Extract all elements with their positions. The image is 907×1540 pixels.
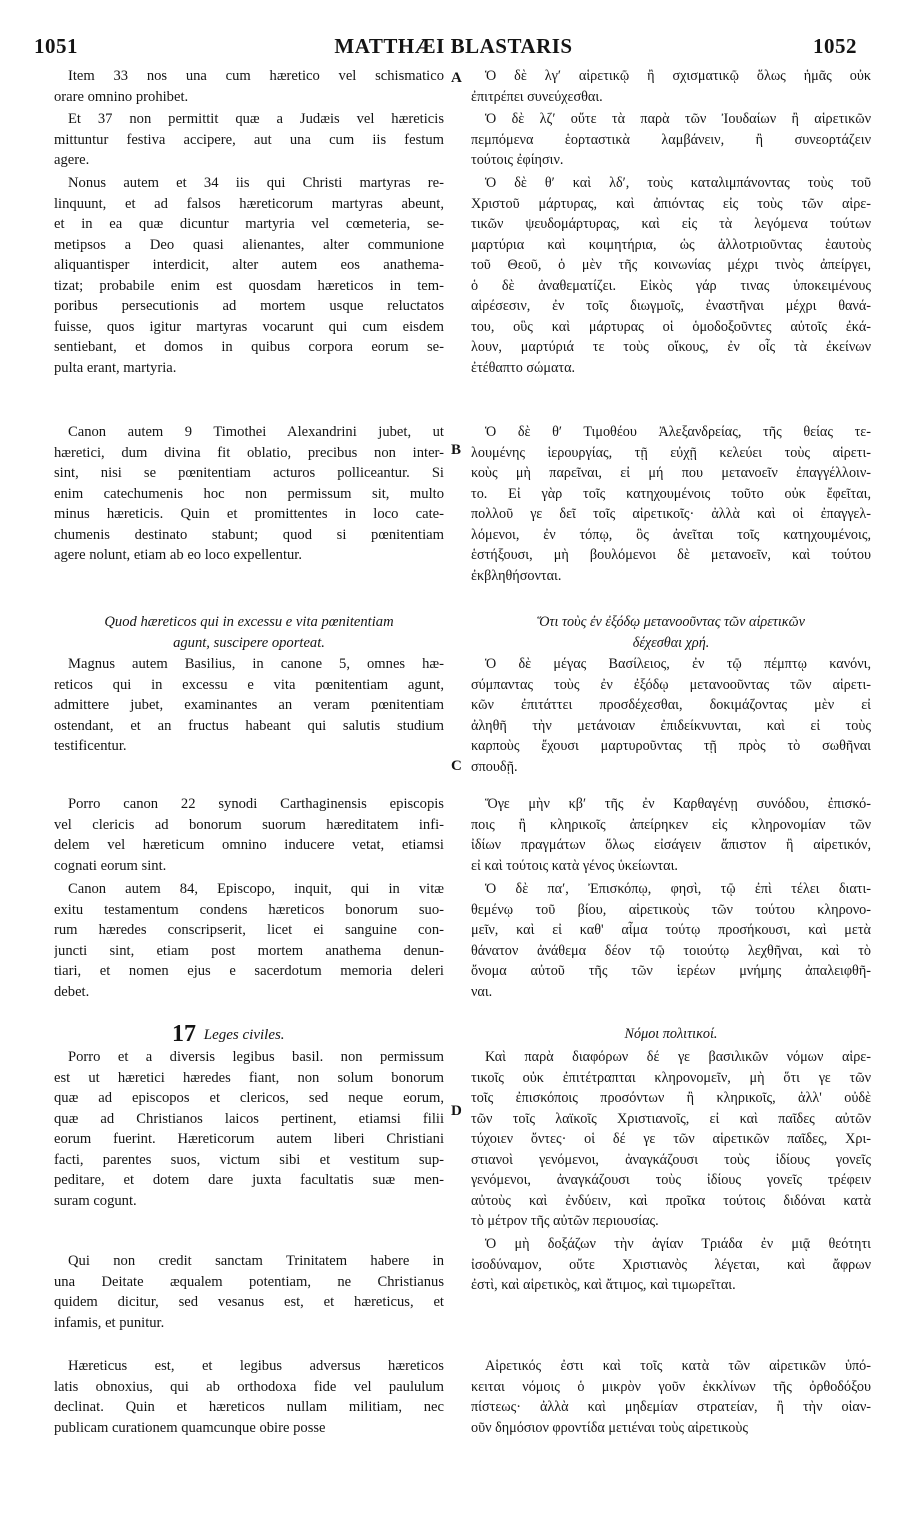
text-line: agere nolunt, etiam ab eo loco expellentur. <box>54 547 303 563</box>
paragraph <box>54 422 444 566</box>
paragraph <box>471 173 871 378</box>
text-line: peditare, et dotem dare juxta facultatis suæ men- <box>54 1172 444 1188</box>
text-line: vel clericis ad bonorum suorum hæreditatem infi- <box>54 816 444 833</box>
text-line: testificentur. <box>54 738 127 754</box>
text-line: delem vel hæreticum omnino inducere vetat, etiamsi <box>54 837 444 853</box>
text-line: cognati eorum sint. <box>54 857 167 874</box>
paragraph <box>471 109 871 171</box>
text-line: του, οὓς καὶ μάρτυρας οἱ ὁμοδοξοῦντες αὐτοῖς ἐκά- <box>471 318 871 335</box>
text-line: publicam curationem quamcunque obire posse <box>54 1419 326 1436</box>
paragraph <box>54 879 444 1002</box>
text-line: Χριστοῦ μάρτυρας, καὶ ἀπιόντας εἰς τοὺς τῶν αἱρε- <box>471 195 871 212</box>
text-line: exitu testamentum condens hæreticos bonorum suo- <box>54 901 444 918</box>
text-line: μεῖν, καὶ εἰ καθ' αἷμα τούτῳ προσήκουσι, καὶ μετὰ <box>471 922 871 938</box>
text-line: admittere jubet, examinantes an veram pœnitentiam <box>54 697 444 713</box>
text-line: ἐτέθαπτο σώματα. <box>471 359 576 376</box>
text-line: σύμπαντας τοὺς ἐν ἐξόδῳ μετανοοῦντας τῶν αἱρετι- <box>471 676 871 693</box>
text-line: agunt, suscipere oporteat. <box>173 634 325 651</box>
text-line: τῶν τοῖς λαϊκοῖς Χριστιανοῖς, εἰ καὶ παῖδες αὐτῶν <box>471 1110 871 1127</box>
text-line: est ut hæretici hæredes fiant, non solum bonorum <box>54 1069 444 1086</box>
text-line: ἰδίων πραγμάτων ὅλως εἰσάγειν ἄπιστον ἢ αἱρετικόν, <box>471 837 871 853</box>
text-line: πίστεως· ἀλλὰ καὶ μηδεμίαν στρατείαν, ἢ τὴν οἱαν- <box>471 1399 871 1415</box>
section-number: 17 <box>172 1022 196 1046</box>
text-line: τὸ μέτρον τῆς αὐτῶν περιουσίας. <box>471 1213 659 1229</box>
text-line: κοὺς μὴ παρεῖναι, εἰ μή που μετανοεῖν ἐπαγγέλλοιν- <box>471 465 871 481</box>
text-line: Magnus autem Basilius, in canone 5, omnes hæ- <box>68 656 444 672</box>
text-line: Qui non credit sanctam Trinitatem habere in <box>68 1253 444 1269</box>
text-line: enim catechumenis hoc non permissum sit, multo <box>54 485 444 502</box>
text-line: κειται νόμοις ὁ μικρὸν γοῦν ἐκκλίνων τῆς ὀρθοδόξου <box>471 1378 871 1395</box>
text-line: οῦν δημόσιον φροντίδα μετιέναι τοὺς αἱρετικοὺς <box>471 1419 748 1436</box>
section-heading <box>471 612 871 653</box>
paragraph <box>471 1047 871 1232</box>
text-line: ὄνομα αὐτοῦ τῆς τῶν ἱερέων μνήμης ἀπαλειφθῆ- <box>471 963 871 979</box>
text-line: Canon autem 84, Episcopo, inquit, qui in vitæ <box>68 881 444 897</box>
text-line: infamis, et punitur. <box>54 1314 165 1331</box>
text-line: πεμπόμενα ἑορταστικὰ λαμβάνειν, ἢ συνεορτάζειν <box>471 131 871 148</box>
text-line: Hæreticus est, et legibus adversus hæreticos <box>68 1358 444 1374</box>
paragraph <box>54 1047 444 1211</box>
text-line: τούτοις ἐφίησιν. <box>471 152 564 168</box>
text-line: Ὁ δὲ θʹ καὶ λδʹ, τοὺς καταλιμπάνοντας τοὺς τοῦ <box>485 175 871 191</box>
section-title-greek: Νόμοι πολιτικοί. <box>624 1026 718 1042</box>
margin-letter-d: D <box>451 1103 462 1119</box>
text-line: Canon autem 9 Timothei Alexandrini jubet, ut <box>68 424 444 440</box>
text-line: ποις ἢ κληρικοῖς ἀπείρηκεν εἰς κληρονομίαν τῶν <box>471 816 871 833</box>
text-line: sentiebant, et domos in quibus corpora eorum se- <box>54 339 444 355</box>
text-line: λόμενοι, ἐν τόπῳ, ὃς ἀνεῖται τοῖς κατηχουμένοις, <box>471 526 871 543</box>
text-line: sint, nisi se pœnitentiam acturos polliceantur. Si <box>54 465 444 481</box>
text-line: ἰσοδύναμον, οὔτε Χριστιανὸς λέγεται, καὶ ἄφρων <box>471 1256 871 1273</box>
text-line: eorum fuerint. Hæreticorum autem liberi Christiani <box>54 1131 444 1147</box>
text-line: declinat. Quin et hæreticos nullam militiam, nec <box>54 1399 444 1415</box>
text-line: Ὁ δὲ λζʹ οὔτε τὰ παρὰ τῶν Ἰουδαίων ἢ αἱρετικῶν <box>485 111 871 127</box>
text-line: τικῶν ψευδομάρτυρας, καὶ εἰς τὰ λεγόμενα τούτων <box>471 216 871 232</box>
text-line: σπουδῇ. <box>471 758 518 775</box>
text-line: Ὁ δὲ θʹ Τιμοθέου Ἀλεξανδρείας, τῆς θείας τε- <box>485 424 871 440</box>
paragraph <box>54 794 444 876</box>
text-line: ἐπιτρέπει συνεύχεσθαι. <box>471 88 603 105</box>
text-line: ὁ δὲ ἀναθεματίζει. Εἰκὸς γάρ τινας ὑποκειμένους <box>471 277 871 294</box>
text-line: δέχεσθαι χρή. <box>632 634 710 651</box>
text-line: rum hæredes conscripserit, licet ei sanguine con- <box>54 922 444 938</box>
text-line: tiari, et nomen ejus e sacerdotum memoria deleri <box>54 963 444 979</box>
text-line: quæ ad episcopos et clericos, sed neque eorum, <box>54 1090 444 1106</box>
text-line: Ὅτι τοὺς ἐν ἐξόδῳ μετανοοῦντας τῶν αἱρετικῶν <box>537 614 805 630</box>
text-line: τοῦ Θεοῦ, ὁ μὲν τῆς κοινωνίας μέχρι τινὸς ἀπείργει, <box>471 257 871 273</box>
text-line: τύχοιεν ὄντες· οἱ δέ γε τῶν αἱρετικῶν παῖδες, Χρι- <box>471 1131 871 1147</box>
text-line: καρποὺς ἔχουσι μαρτυροῦντας τῇ πρὸς τὸ σωθῆναι <box>471 738 871 754</box>
paragraph <box>54 66 444 107</box>
text-line: μαρτύρια καὶ κοιμητήρια, ὡς ἀλλοτριοῦντας ἑαυτοὺς <box>471 236 871 253</box>
text-line: Ὁ δὲ παʹ, Ἐπισκόπῳ, φησὶ, τῷ ἐπὶ τέλει διατι- <box>485 881 871 897</box>
margin-letter-a: A <box>451 70 462 86</box>
text-line: ἐστὶ, καὶ αἱρετικὸς, καὶ ἄτιμος, καὶ τιμωρεῖται. <box>471 1277 736 1293</box>
text-line: metipsos a Deo quasi alienantes, alter communione <box>54 236 444 253</box>
text-line: λουν, μαρτύριά τε τοὺς οἴκους, ἐν οἷς τὰ ἐκείνων <box>471 339 871 355</box>
paragraph <box>471 1356 871 1438</box>
text-line: agere. <box>54 152 90 168</box>
text-line: Quod hæreticos qui in excessu e vita pœnitentiam <box>104 614 394 630</box>
text-line: Porro et a diversis legibus basil. non permissum <box>68 1049 444 1065</box>
text-line: ἀληθῆ τὴν μετάνοιαν ἐπιδείκνυνται, καὶ εἰ τοὺς <box>471 717 871 734</box>
text-line: Nonus autem et 34 iis qui Christi martyras re- <box>68 175 444 191</box>
text-line: Ὁ μὴ δοξάζων τὴν ἁγίαν Τριάδα ἐν μιᾷ θεότητι <box>485 1236 871 1252</box>
text-line: minus hæreticis. Quin et promittentes in loco cate- <box>54 506 444 522</box>
text-line: orare omnino prohibet. <box>54 88 189 105</box>
paragraph <box>471 422 871 586</box>
running-title: MATTHÆI BLASTARIS <box>334 34 573 58</box>
text-line: Αἱρετικός ἐστι καὶ τοῖς κατὰ τῶν αἱρετικῶν ὑπό- <box>485 1358 871 1374</box>
paragraph <box>471 1234 871 1296</box>
text-line: Et 37 non permittit quæ a Judæis vel hæreticis <box>68 111 444 127</box>
text-line: θάνατον ἀνάθεμα δέον τῷ τοιούτῳ λεχθῆναι, καὶ τὸ <box>471 942 871 959</box>
text-line: chumenis destinato stabunt; quod si pœnitentiam <box>54 526 444 543</box>
text-line: mittuntur festiva accipere, aut una cum iis festum <box>54 131 444 148</box>
text-line: ναι. <box>471 983 493 1000</box>
text-line: Ὅγε μὴν κβʹ τῆς ἐν Καρθαγένῃ συνόδου, ἐπισκό- <box>485 796 871 812</box>
text-line: Ὁ δὲ λγʹ αἱρετικῷ ἢ σχισματικῷ ὅλως ἡμᾶς οὐκ <box>485 68 871 84</box>
paragraph <box>471 66 871 107</box>
text-line: suram cogunt. <box>54 1192 137 1209</box>
text-line: fuisse, quos igitur martyras vocarunt qui cum eisdem <box>54 318 444 335</box>
text-line: ostendant, et an fructus habeant qui salutis studium <box>54 717 444 734</box>
text-line: tizat; probabile enim est quosdam hæreticos in tem- <box>54 277 444 294</box>
text-line: Ὁ δὲ μέγας Βασίλειος, ἐν τῷ πέμπτῳ κανόνι, <box>485 656 871 672</box>
text-line: linquunt, et ad falsos hæreticorum martyras abeunt, <box>54 195 444 212</box>
paragraph <box>54 173 444 378</box>
text-line: αὐτοὺς καὶ ἐνδύειν, καὶ προῖκα τούτοις διδόναι κατὰ <box>471 1192 871 1209</box>
text-line: Καὶ παρὰ διαφόρων δέ γε βασιλικῶν νόμων αἱρε- <box>485 1049 871 1065</box>
text-line: latis obnoxius, qui ab orthodoxa fide vel paululum <box>54 1378 444 1395</box>
paragraph <box>54 109 444 171</box>
paragraph <box>54 654 444 757</box>
text-line: juncti sint, etiam post mortem anathema denun- <box>54 942 444 959</box>
text-line: τοῖς ἐπισκόποις προσόντων ἢ κληρικοῖς, ἀλλ' οὐδὲ <box>471 1090 871 1106</box>
text-line: aliquantisper interdicit, alter autem eos anathema- <box>54 257 444 273</box>
text-line: θεμένῳ τοῦ βίου, αἱρετικοὺς τῶν τούτου κληρονο- <box>471 901 871 918</box>
text-line: reticos qui in excessu e vita pœnitentiam agunt, <box>54 676 444 693</box>
paragraph <box>471 794 871 876</box>
text-line: hæretici, dum divina fit oblatio, precibus non inter- <box>54 444 444 461</box>
text-line: quidem dicitur, sed vesanus est, et hæreticus, et <box>54 1294 444 1310</box>
text-line: στιανοὶ γενόμενοι, ἀναγκάζουσι τοὺς ἰδίους γονεῖς <box>471 1151 871 1168</box>
text-line: Porro canon 22 synodi Carthaginensis episcopis <box>68 796 444 812</box>
paragraph <box>471 879 871 1002</box>
page-number-left: 1051 <box>34 34 78 58</box>
margin-letter-c: C <box>451 758 462 774</box>
text-line: πολλοῦ γε δεῖ τοῖς αἱρετικοῖς· ἀλλὰ καὶ οἱ ἐπαγγελ- <box>471 506 871 522</box>
text-line: poribus persecutionis ad mortem usque reluctatos <box>54 298 444 314</box>
text-line: debet. <box>54 983 90 1000</box>
text-line: ἑστήξουσι, μὴ βουλόμενοι δὲ μετανοεῖν, καὶ τούτου <box>471 547 871 563</box>
page-number-right: 1052 <box>813 34 857 58</box>
text-line: τικοῖς οὐκ ἐπιτέτραπται κληρονομεῖν, μὴ ὅτι γε τῶν <box>471 1069 871 1086</box>
section-title-leges-civiles <box>54 1022 444 1046</box>
text-line: αἱρέσεσιν, ἐν τοῖς διωγμοῖς, ἐναστῆναι μέχρι θανά- <box>471 298 871 314</box>
text-line: το. Εἰ γὰρ τοῖς κατηχουμένοις τοῦτο οὐκ ἔφεῖται, <box>471 485 871 502</box>
text-line: γενόμενοι, ἀναγκάζουσι τοὺς ἰδίους γονεῖς τρέφειν <box>471 1172 871 1188</box>
paragraph <box>54 1356 444 1438</box>
margin-letter-b: B <box>451 442 462 458</box>
text-line: ἐκβληθήσονται. <box>471 567 562 584</box>
text-line: κῶν ἐπιτάττει προσδέχεσθαι, δοκιμάζοντας μὲν εἰ <box>471 697 871 713</box>
paragraph <box>471 654 871 777</box>
paragraph <box>54 1251 444 1333</box>
text-line: quæ ad Christianos laicos pertinent, etiamsi filii <box>54 1110 444 1127</box>
text-line: pulta erant, martyria. <box>54 359 177 376</box>
text-line: Item 33 nos una cum hæretico vel schismatico <box>68 68 444 84</box>
text-line: λουμένης ἱερουργίας, τῇ εὐχῇ κελεύει τοὺς αἱρετι- <box>471 444 871 461</box>
text-line: εἰ καὶ τούτοις κατὰ γένος ὑκείωνται. <box>471 857 678 874</box>
text-line: una Deitate æqualem potentiam, ne Christianus <box>54 1273 444 1290</box>
text-line: et in ea quæ dicuntur martyria vel cœmeteria, se- <box>54 216 444 232</box>
text-line: facti, parentes suos, victum sibi et vestitum sup- <box>54 1151 444 1168</box>
section-heading <box>54 612 444 653</box>
section-title: Leges civiles. <box>203 1027 285 1043</box>
